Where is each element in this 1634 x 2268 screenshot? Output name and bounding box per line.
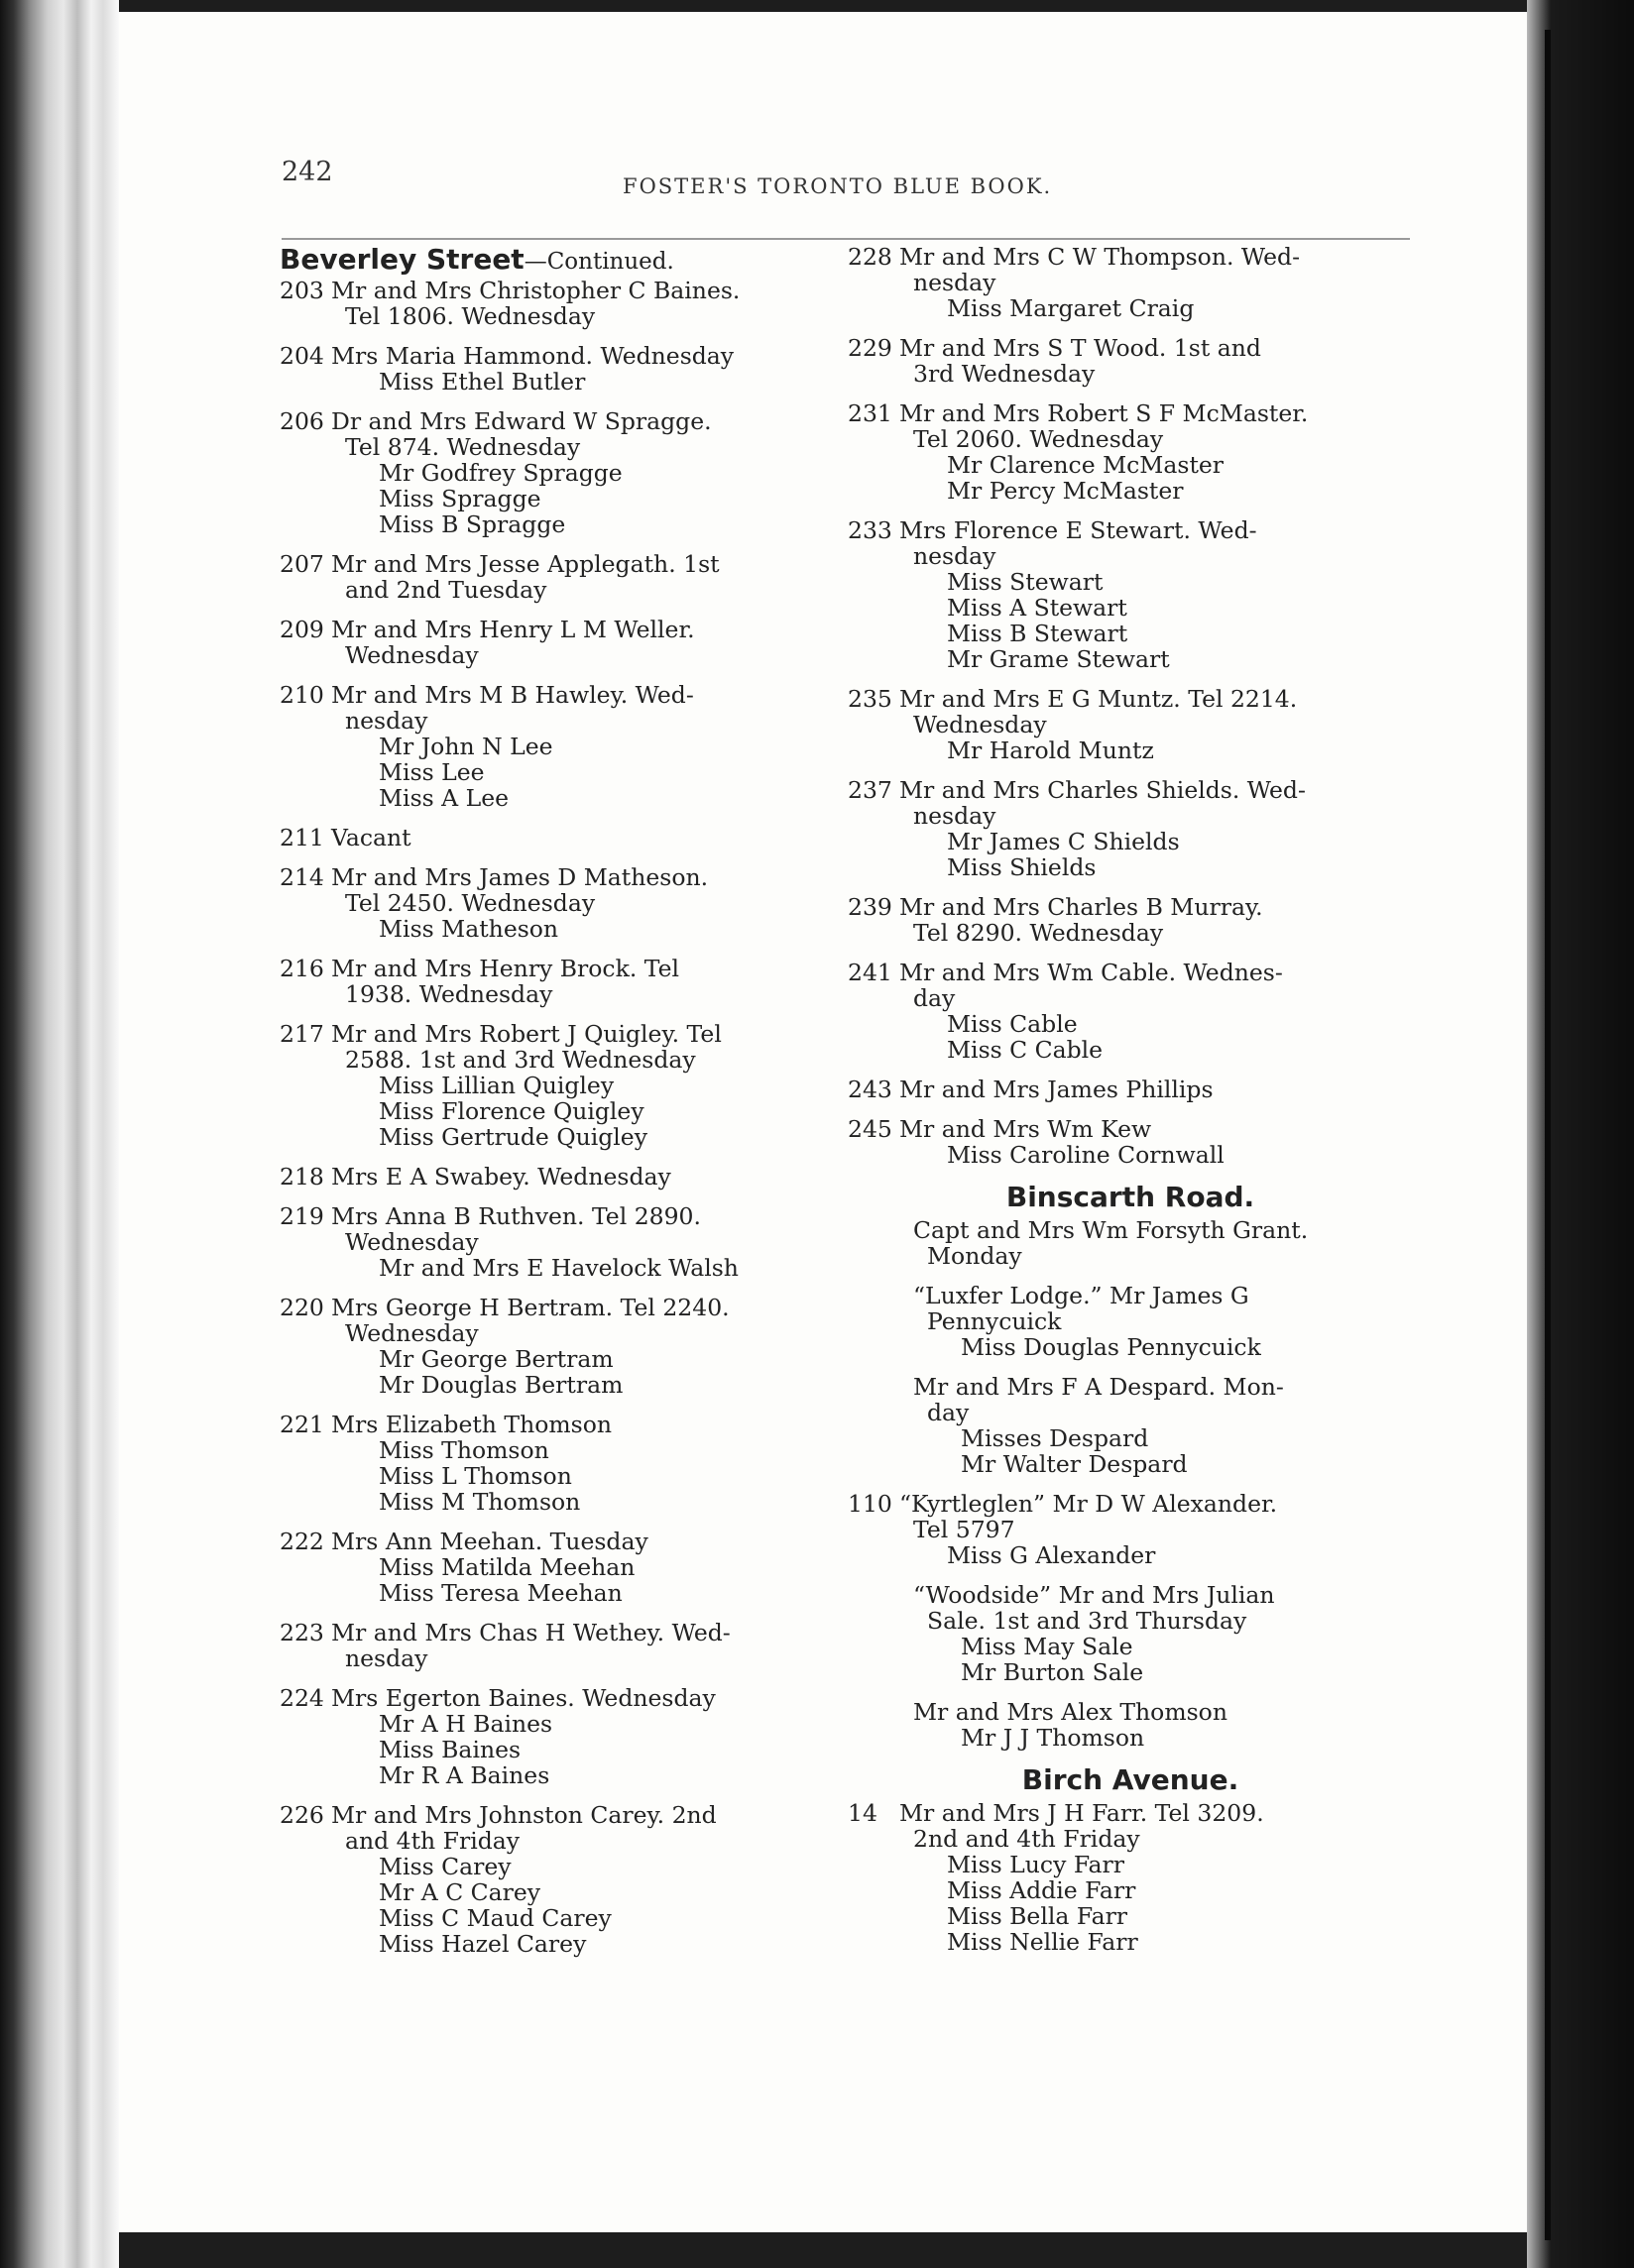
entry-line: Tel 2450. Wednesday (345, 889, 596, 917)
household-member: Mr Walter Despard (961, 1450, 1188, 1478)
entry-line: and 4th Friday (345, 1827, 521, 1855)
house-number: 210 (280, 681, 324, 709)
entry-line: Wednesday (345, 1319, 479, 1347)
household-member: Miss Matilda Meehan (379, 1553, 636, 1581)
directory-entry (280, 278, 835, 329)
entry-line: Wednesday (345, 641, 479, 669)
directory-entry (848, 400, 1413, 504)
household-member: Mr George Bertram (379, 1345, 614, 1373)
directory-entry (848, 1077, 1413, 1102)
birch-entries-list (848, 1800, 1413, 1955)
directory-entry (848, 894, 1413, 946)
house-number: 14 (848, 1799, 877, 1827)
entry-line: 1938. Wednesday (345, 980, 553, 1008)
directory-entry (848, 777, 1413, 880)
house-number: 221 (280, 1411, 324, 1438)
entry-line: Mr and Mrs C W Thompson. Wed- (899, 243, 1301, 271)
house-number: 243 (848, 1076, 892, 1103)
directory-entry (848, 244, 1413, 321)
household-member: Miss Thomson (379, 1436, 549, 1464)
entry-line: Mrs Ann Meehan. Tuesday (331, 1528, 648, 1555)
entry-line: Mr and Mrs Wm Cable. Wednes- (899, 959, 1283, 986)
house-number: 214 (280, 863, 324, 891)
entry-line: Mr and Mrs J H Farr. Tel 3209. (899, 1799, 1264, 1827)
household-member: Miss Margaret Craig (947, 294, 1195, 322)
directory-entry (280, 1295, 835, 1398)
entry-line: Capt and Mrs Wm Forsyth Grant. (913, 1216, 1309, 1244)
entry-line: day (913, 984, 956, 1012)
household-member: Mr Douglas Bertram (379, 1371, 624, 1399)
household-member: Mr Harold Muntz (947, 737, 1154, 764)
entry-line: nesday (913, 269, 996, 296)
household-member: Miss Spragge (379, 485, 541, 512)
household-member: Miss Ethel Butler (379, 368, 586, 396)
section-title-binscarth: Binscarth Road. (1005, 1181, 1255, 1213)
entry-line: Wednesday (913, 711, 1047, 738)
entry-line: Mr and Mrs Johnston Carey. 2nd (331, 1801, 717, 1829)
entry-line: and 2nd Tuesday (345, 576, 547, 604)
household-member: Mr John N Lee (379, 733, 553, 760)
house-number: 224 (280, 1684, 324, 1712)
book-gutter-shadow (1527, 0, 1634, 2268)
directory-entry (280, 956, 835, 1007)
house-number: 226 (280, 1801, 324, 1829)
household-member: Mr J J Thomson (961, 1724, 1145, 1752)
household-member: Miss Stewart (947, 568, 1104, 596)
household-member: Mr Godfrey Spragge (379, 459, 623, 487)
house-number: 217 (280, 1020, 324, 1048)
entry-line: Mr and Mrs F A Despard. Mon- (913, 1373, 1284, 1401)
entry-line: “Kyrtleglen” Mr D W Alexander. (899, 1490, 1278, 1518)
running-head: FOSTER'S TORONTO BLUE BOOK. (623, 174, 1053, 198)
household-member: Miss Cable (947, 1010, 1078, 1038)
household-member: Mr Grame Stewart (947, 645, 1170, 673)
house-number: 231 (848, 399, 892, 427)
entry-line: Mrs George H Bertram. Tel 2240. (331, 1294, 730, 1321)
gutter-line (1545, 30, 1551, 2240)
household-member: Mr A H Baines (379, 1710, 553, 1738)
house-number: 209 (280, 616, 324, 643)
household-member: Miss Gertrude Quigley (379, 1123, 647, 1151)
directory-entry (848, 960, 1413, 1063)
directory-entry (280, 1412, 835, 1515)
household-member: Mr Clarence McMaster (947, 451, 1225, 479)
entry-line: Mr and Mrs E G Muntz. Tel 2214. (899, 685, 1298, 713)
household-member: Miss C Maud Carey (379, 1904, 612, 1932)
household-member: Miss Shields (947, 853, 1097, 881)
household-member: Miss Lee (379, 758, 485, 786)
directory-entry (848, 517, 1413, 672)
entry-line: Mrs Maria Hammond. Wednesday (331, 342, 735, 370)
house-number: 237 (848, 776, 892, 804)
section-title-text: Beverley Street (280, 243, 525, 276)
entry-line: Tel 8290. Wednesday (913, 919, 1164, 947)
entry-line: Mr and Mrs M B Hawley. Wed- (331, 681, 694, 709)
entry-line: Mr and Mrs Henry L M Weller. (331, 616, 695, 643)
house-number: 239 (848, 893, 892, 921)
directory-entry (280, 1164, 835, 1190)
left-column (280, 244, 835, 1971)
directory-entry (848, 686, 1413, 763)
house-number: 204 (280, 342, 324, 370)
entry-line: Tel 874. Wednesday (345, 433, 581, 461)
entry-line: Mr and Mrs Wm Kew (899, 1115, 1152, 1143)
house-number: 216 (280, 955, 324, 982)
household-member: Miss Nellie Farr (947, 1928, 1138, 1956)
household-member: Miss May Sale (961, 1633, 1133, 1660)
household-member: Miss Baines (379, 1736, 522, 1763)
directory-entry (848, 1116, 1413, 1168)
section-title-continued: —Continued. (524, 249, 674, 275)
entry-line: Dr and Mrs Edward W Spragge. (331, 407, 712, 435)
entry-line: Mr and Mrs Robert J Quigley. Tel (331, 1020, 722, 1048)
household-member: Miss Lucy Farr (947, 1851, 1125, 1878)
household-member: Miss B Stewart (947, 620, 1128, 647)
directory-entry (280, 1203, 835, 1281)
household-member: Miss A Lee (379, 784, 510, 812)
entry-line: Mrs Egerton Baines. Wednesday (331, 1684, 716, 1712)
house-number: 211 (280, 824, 324, 851)
house-number: 222 (280, 1528, 324, 1555)
entry-line: Mr and Mrs Charles Shields. Wed- (899, 776, 1306, 804)
house-number: 228 (848, 243, 892, 271)
household-member: Mr Percy McMaster (947, 477, 1184, 505)
entry-line: Mrs Elizabeth Thomson (331, 1411, 612, 1438)
house-number: 203 (280, 277, 324, 304)
household-member: Miss B Spragge (379, 510, 566, 538)
household-member: Mr R A Baines (379, 1761, 550, 1789)
house-number: 219 (280, 1202, 324, 1230)
house-number: 233 (848, 516, 892, 544)
house-number: 241 (848, 959, 892, 986)
directory-entry (848, 1217, 1413, 1269)
section-title-birch: Birch Avenue. (1021, 1763, 1239, 1796)
entry-line: nesday (345, 707, 428, 735)
house-number: 235 (848, 685, 892, 713)
entry-line: Mr and Mrs Henry Brock. Tel (331, 955, 680, 982)
directory-entry (280, 682, 835, 811)
page-number: 242 (282, 157, 333, 187)
house-number: 207 (280, 550, 324, 578)
directory-entry (848, 1283, 1413, 1360)
entry-line: Tel 2060. Wednesday (913, 425, 1164, 453)
entry-line: 3rd Wednesday (913, 360, 1096, 388)
book-page-edges (0, 0, 119, 2268)
entry-line: 2nd and 4th Friday (913, 1825, 1140, 1853)
entry-line: nesday (345, 1644, 428, 1672)
directory-entry (280, 864, 835, 942)
household-member: Miss Bella Farr (947, 1902, 1128, 1930)
entry-line: Tel 1806. Wednesday (345, 302, 596, 330)
household-member: Miss Teresa Meehan (379, 1579, 623, 1607)
directory-entry (280, 551, 835, 603)
entry-line: nesday (913, 802, 996, 830)
household-member: Mr James C Shields (947, 828, 1180, 855)
house-number: 206 (280, 407, 324, 435)
entry-line: Mr and Mrs James Phillips (899, 1076, 1214, 1103)
entry-line: Mr and Mrs Alex Thomson (913, 1698, 1227, 1726)
directory-entry (280, 1685, 835, 1788)
household-member: Miss C Cable (947, 1036, 1104, 1064)
directory-entry (280, 1529, 835, 1606)
household-member: Miss G Alexander (947, 1541, 1156, 1569)
entry-line: Mr and Mrs Chas H Wethey. Wed- (331, 1619, 731, 1646)
entry-line: Mr and Mrs James D Matheson. (331, 863, 709, 891)
entry-line: Monday (927, 1242, 1022, 1270)
house-number: 220 (280, 1294, 324, 1321)
directory-entry (848, 1491, 1413, 1568)
entry-line: Mr and Mrs Jesse Applegath. 1st (331, 550, 720, 578)
directory-entry (848, 1800, 1413, 1955)
household-member: Miss Hazel Carey (379, 1930, 587, 1958)
entry-line: “Luxfer Lodge.” Mr James G (913, 1282, 1249, 1309)
directory-entry (280, 617, 835, 668)
house-number: 223 (280, 1619, 324, 1646)
entry-line: Mr and Mrs Robert S F McMaster. (899, 399, 1309, 427)
household-member: Miss Florence Quigley (379, 1097, 644, 1125)
entry-line: 2588. 1st and 3rd Wednesday (345, 1046, 696, 1074)
house-number: 245 (848, 1115, 892, 1143)
house-number: 229 (848, 334, 892, 362)
household-member: Misses Despard (961, 1424, 1149, 1452)
directory-entry (280, 1620, 835, 1671)
directory-entry (848, 1699, 1413, 1751)
directory-entry (280, 825, 835, 850)
directory-entry (848, 1374, 1413, 1477)
entry-line: Vacant (331, 824, 411, 851)
entry-line: Mr and Mrs Charles B Murray. (899, 893, 1263, 921)
directory-entry (280, 1021, 835, 1150)
entry-line: nesday (913, 542, 996, 570)
household-member: Miss Caroline Cornwall (947, 1141, 1225, 1169)
directory-entry (848, 1582, 1413, 1685)
entry-line: Mrs Florence E Stewart. Wed- (899, 516, 1257, 544)
household-member: Miss A Stewart (947, 594, 1127, 622)
household-member: Miss Lillian Quigley (379, 1072, 615, 1099)
entry-line: Sale. 1st and 3rd Thursday (927, 1607, 1247, 1635)
entry-line: Pennycuick (927, 1307, 1062, 1335)
section-title-beverley (280, 244, 835, 278)
left-entries-list (280, 278, 835, 1957)
entry-line: Mr and Mrs S T Wood. 1st and (899, 334, 1261, 362)
directory-entry (280, 1802, 835, 1957)
header-rule (282, 238, 1410, 240)
entry-line: Mr and Mrs Christopher C Baines. (331, 277, 741, 304)
entry-line: Mrs E A Swabey. Wednesday (331, 1163, 671, 1191)
household-member: Mr and Mrs E Havelock Walsh (379, 1254, 739, 1282)
right-entries-list (848, 244, 1413, 1168)
directory-entry (848, 335, 1413, 387)
household-member: Miss L Thomson (379, 1462, 572, 1490)
entry-line: day (927, 1399, 970, 1426)
household-member: Mr Burton Sale (961, 1658, 1144, 1686)
household-member: Miss Addie Farr (947, 1876, 1136, 1904)
binscarth-entries-list (848, 1217, 1413, 1751)
house-number: 218 (280, 1163, 324, 1191)
directory-entry (280, 408, 835, 537)
house-number: 110 (848, 1490, 892, 1518)
right-column (848, 244, 1413, 1969)
household-member: Mr A C Carey (379, 1878, 541, 1906)
entry-line: Tel 5797 (913, 1516, 1015, 1543)
entry-line: Mrs Anna B Ruthven. Tel 2890. (331, 1202, 701, 1230)
household-member: Miss Carey (379, 1853, 512, 1880)
household-member: Miss Douglas Pennycuick (961, 1333, 1261, 1361)
entry-line: Wednesday (345, 1228, 479, 1256)
household-member: Miss Matheson (379, 915, 559, 943)
directory-entry (280, 343, 835, 395)
household-member: Miss M Thomson (379, 1488, 581, 1516)
entry-line: “Woodside” Mr and Mrs Julian (913, 1581, 1275, 1609)
